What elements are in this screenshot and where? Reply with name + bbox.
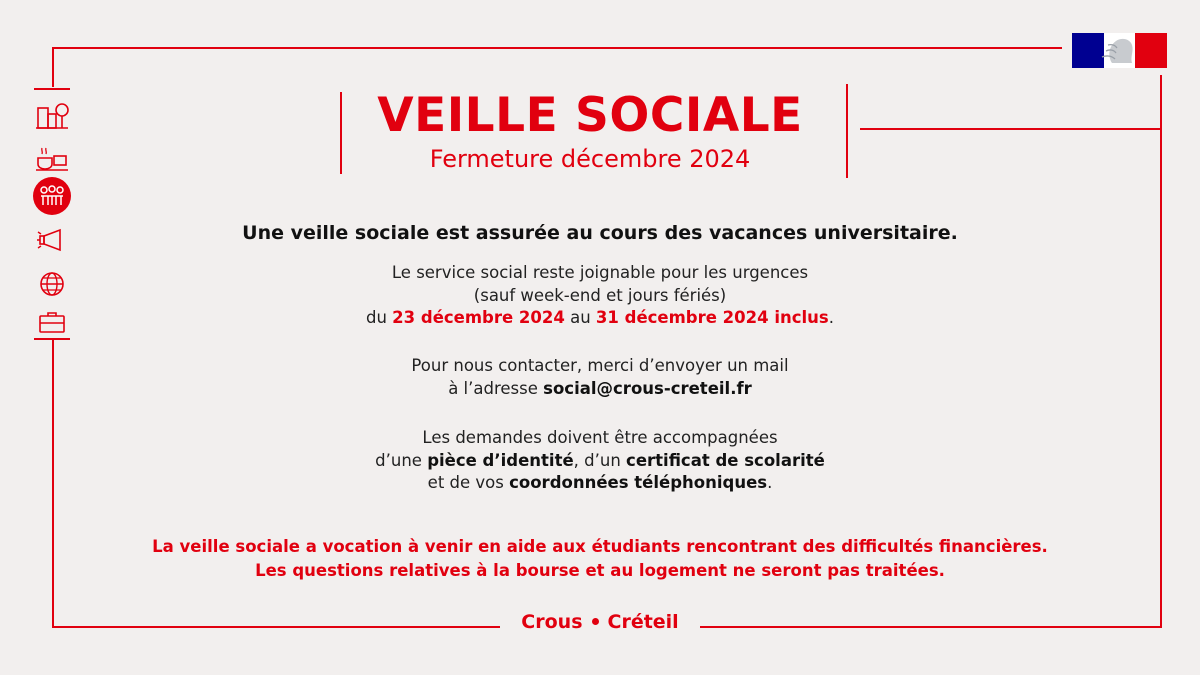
- republique-logo: [1072, 33, 1167, 68]
- warning-text: [120, 535, 1080, 583]
- p2-line2: [120, 378, 1080, 401]
- frame-right: [1160, 75, 1162, 628]
- p1-prefix: du: [365, 308, 393, 327]
- frame-left: [52, 47, 54, 87]
- frame-top-left: [52, 47, 1062, 49]
- frame-left-lower: [52, 340, 54, 628]
- title-block: [340, 86, 840, 178]
- p1-line3: [120, 307, 1080, 330]
- frame-bottom-left: [52, 626, 500, 628]
- p3-text-d: .: [767, 473, 773, 492]
- contact-paragraph: [120, 355, 1080, 400]
- buildings-trees-icon: [34, 98, 70, 134]
- cup-laptop-icon: [34, 140, 70, 176]
- page-title: VEILLE SOCIALE: [377, 88, 803, 143]
- p3-line3: [120, 472, 1080, 495]
- p1-line2: (sauf week-end et jours fériés): [473, 285, 727, 305]
- briefcase-icon: [34, 304, 70, 340]
- availability-paragraph: [120, 262, 1080, 330]
- warning-line1: La veille sociale a vocation à venir en aide aux étudiants rencontrant des difficultés financières.: [152, 537, 1048, 556]
- p3-text-a: d’une: [375, 450, 428, 470]
- brand-right: Créteil: [607, 611, 679, 633]
- frame-bottom-right: [700, 626, 1162, 628]
- p1-suffix: .: [828, 308, 835, 327]
- crous-creteil-logo: [505, 606, 695, 638]
- date-start: 23 décembre 2024: [392, 308, 565, 327]
- megaphone-icon: [34, 222, 70, 258]
- p1-line1: Le service social reste joignable pour les urgences: [391, 263, 809, 282]
- p2-line1: Pour nous contacter, merci d’envoyer un mail: [411, 356, 789, 375]
- people-icon[interactable]: [32, 176, 72, 216]
- doc-certificate: certificat de scolarité: [626, 450, 825, 470]
- p3-line1: Les demandes doivent être accompagnées: [422, 428, 778, 447]
- title-right-rule: [860, 128, 1160, 130]
- marianne-icon: [1072, 33, 1167, 68]
- doc-id: pièce d’identité: [427, 450, 574, 470]
- warning-line2: Les questions relatives à la bourse et au logement ne seront pas traitées.: [255, 561, 945, 580]
- title-right-bar: [846, 84, 848, 178]
- p3-line2: [120, 450, 1080, 473]
- email-link[interactable]: social@crous-creteil.fr: [543, 378, 752, 398]
- globe-icon: [34, 266, 70, 302]
- sidebar-divider-top: [34, 88, 70, 90]
- p1-mid: au: [564, 308, 596, 327]
- documents-paragraph: [120, 427, 1080, 495]
- p2-prefix: à l’adresse: [448, 378, 544, 398]
- p3-text-c: et de vos: [427, 473, 510, 492]
- date-end: 31 décembre 2024 inclus: [595, 308, 829, 327]
- doc-phone: coordonnées téléphoniques: [509, 473, 768, 492]
- lead-text: Une veille sociale est assurée au cours des vacances universitaire.: [242, 222, 958, 244]
- brand-dot: [592, 618, 599, 625]
- page-subtitle: Fermeture décembre 2024: [429, 145, 751, 173]
- brand-left: Crous: [521, 611, 583, 633]
- p3-text-b: , d’un: [573, 450, 627, 470]
